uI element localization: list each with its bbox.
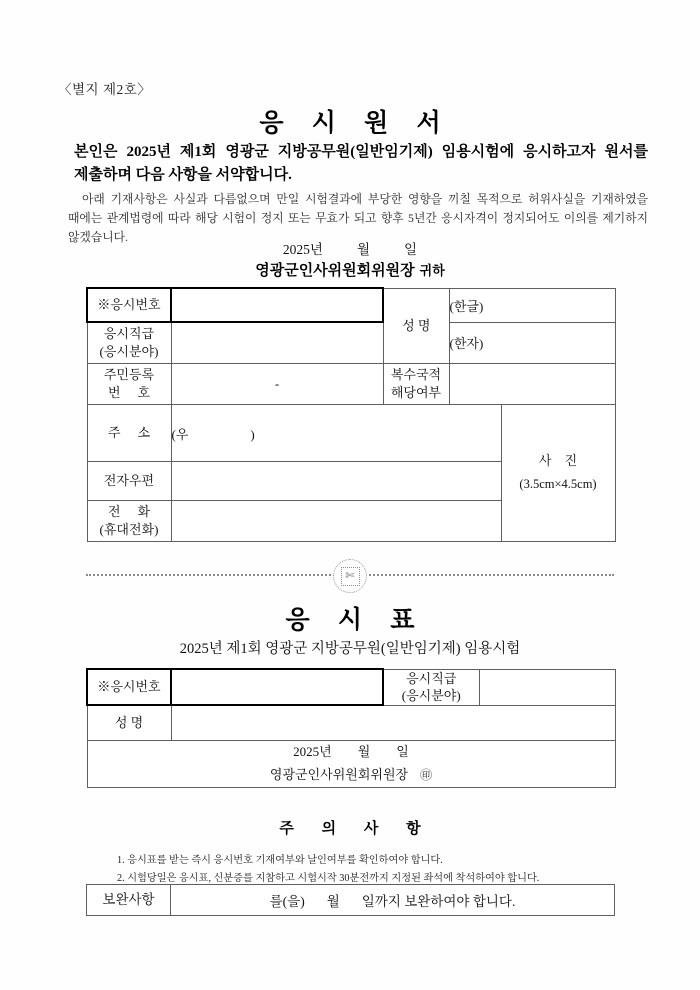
dual-nationality-input[interactable] [449, 364, 615, 405]
pledge-lead-text: 본인은 2025년 제1회 영광군 지방공무원(일반임기제) 임용시험에 응시하고자 원서를 제출하며 다음 사항을 서약합니다. [74, 144, 648, 184]
address-zip-close: ) [250, 426, 255, 442]
supplement-text-c: 일까지 보완하여야 합니다. [361, 894, 516, 909]
name-hangul-cell[interactable] [449, 288, 615, 322]
notice-title: 주 의 사 항 [279, 821, 433, 837]
ticket-authority-line: 영광군인사위원회위원장 ㊞ [269, 766, 433, 782]
photo-placeholder[interactable] [501, 405, 615, 542]
notice-list [77, 853, 630, 888]
addressee-honorific: 귀하 [419, 263, 445, 278]
submission-date-line [0, 238, 700, 258]
table-row [87, 741, 615, 788]
addressee-name: 영광군인사위원회위원장 [255, 263, 415, 279]
scissors-glyph: ✄ [341, 567, 360, 586]
address-input[interactable] [171, 405, 501, 462]
rrn-separator: - [274, 376, 280, 391]
rrn-input[interactable] [171, 364, 383, 405]
address-zip-open: (우 [171, 426, 189, 442]
date-day: 일 [404, 242, 418, 257]
name-label: 성 명 [383, 288, 449, 364]
ticket-name-input[interactable] [171, 705, 615, 741]
supplement-table [86, 884, 615, 916]
ticket-title: 응 시 표 [285, 607, 426, 634]
applicant-info-table [86, 287, 616, 542]
photo-label: 사 진 [538, 453, 583, 469]
supplement-label: 보완사항 [87, 885, 171, 916]
table-row [87, 405, 615, 462]
name-hanja-label: (한자) [449, 336, 484, 352]
supplement-input[interactable] [171, 885, 615, 916]
email-label: 전자우편 [87, 462, 171, 501]
list-item: 1. 응시표를 받는 즉시 응시번호 기재여부와 날인여부를 확인하여야 합니다. [117, 855, 443, 867]
ticket-grade-label: 응시직급 (응시분야) [383, 669, 479, 705]
exam-ticket-table [86, 668, 616, 788]
dual-nationality-label: 복수국적 해당여부 [383, 364, 449, 405]
supplement-text-a: 를(을) [269, 894, 305, 909]
table-row [87, 364, 615, 405]
name-hanja-cell[interactable] [449, 322, 615, 364]
name-hangul-label: (한글) [449, 298, 484, 314]
table-row [87, 705, 615, 741]
table-row [87, 669, 615, 705]
ticket-grade-input[interactable] [479, 669, 615, 705]
page-title: 응 시 원 서 [259, 110, 452, 137]
table-row [87, 288, 615, 322]
list-item: 2. 시험당일은 응시표, 신분증를 지참하고 시험시작 30분전까지 지정된 좌석에 착석하여야 합니다. [117, 872, 540, 884]
date-month: 월 [356, 242, 371, 257]
email-input[interactable] [171, 462, 501, 501]
grade-label: 응시직급 (응시분야) [87, 322, 171, 364]
pledge-body-text: 아래 기재사항은 사실과 다름없으며 만일 시험결과에 부당한 영향을 끼칠 목적으로 허위사실을 기재하였을 때에는 관계법령에 따라 해당 시험이 정지 또는 무효가 되고 향후 5년간 응시자격이 정지되어도 이의를 제기하지 않겠습니다. [68, 192, 648, 245]
official-seal-icon: ㊞ [420, 767, 433, 782]
phone-input[interactable] [171, 501, 501, 542]
address-label: 주 소 [87, 405, 171, 462]
ticket-signature-block [87, 741, 615, 788]
ticket-date-line: 2025년 월 일 [293, 744, 409, 760]
supplement-text-b: 월 [326, 894, 340, 909]
ticket-subtitle: 2025년 제1회 영광군 지방공무원(일반임기제) 임용시험 [179, 641, 521, 657]
scissors-icon [333, 559, 367, 593]
ticket-exam-number-label: ※응시번호 [87, 669, 171, 705]
grade-input[interactable] [171, 322, 383, 364]
addressee-line [0, 259, 700, 280]
ticket-exam-number-input[interactable] [171, 669, 383, 705]
rrn-label: 주민등록 번 호 [87, 364, 171, 405]
form-number-tag: 〈별지 제2호〉 [58, 82, 152, 97]
date-year: 2025년 [282, 242, 323, 257]
exam-number-input[interactable] [171, 288, 383, 322]
phone-label: 전 화 (휴대전화) [87, 501, 171, 542]
table-row [87, 885, 615, 916]
photo-size-label: (3.5cm×4.5cm) [519, 477, 597, 492]
ticket-name-label: 성 명 [87, 705, 171, 741]
table-row [87, 322, 615, 364]
exam-number-label: ※응시번호 [87, 288, 171, 322]
